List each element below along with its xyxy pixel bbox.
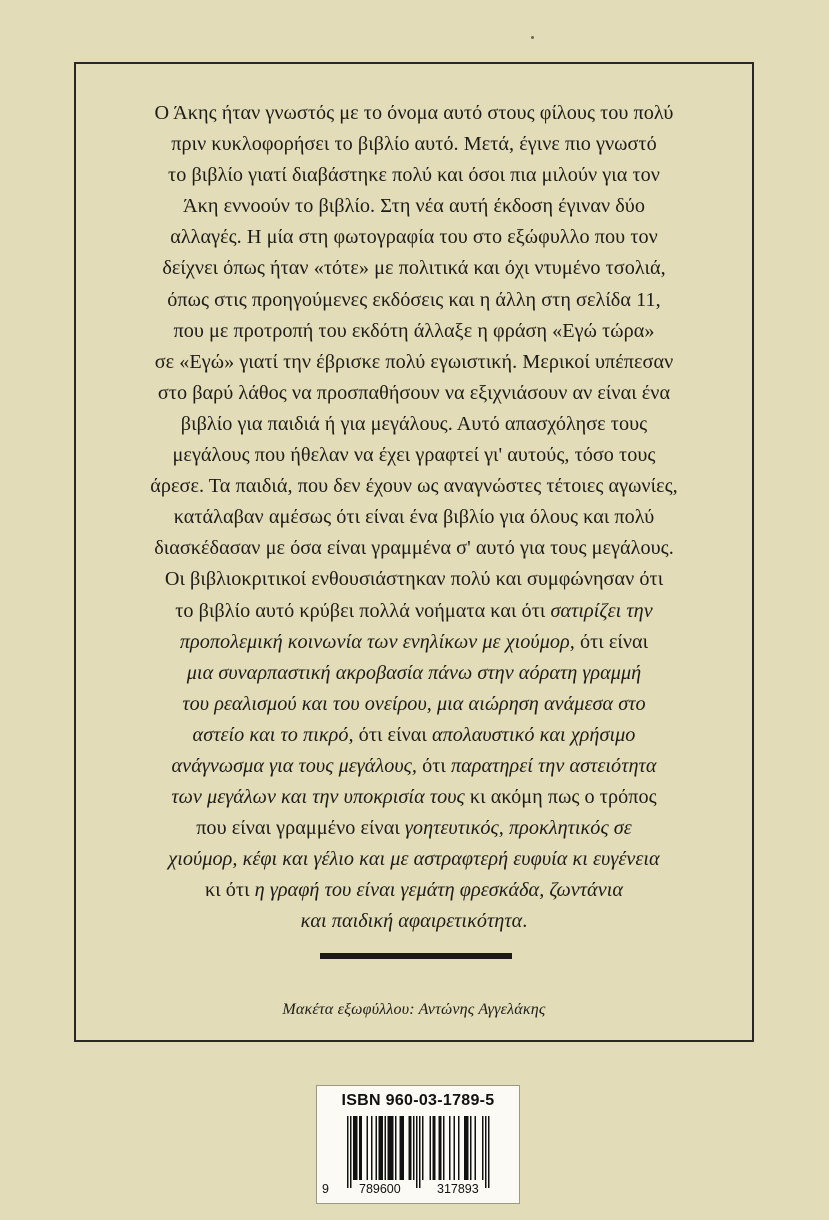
blurb-phrase: το βιβλίο γιατί διαβάστηκε πολύ και όσοι πια μιλούν για τον — [168, 164, 660, 187]
blurb-phrase: διασκέδασαν με όσα είναι γραμμένα σ' αυτό για τους μεγάλους. — [154, 537, 674, 560]
barcode-bar — [485, 1116, 487, 1188]
blurb-line — [76, 316, 752, 347]
barcode-bar — [380, 1116, 382, 1180]
barcode-digit-lead: 9 — [322, 1182, 329, 1196]
blurb-line — [76, 129, 752, 160]
barcode-bar — [353, 1116, 355, 1180]
barcode-bar — [413, 1116, 415, 1180]
blurb-italic-phrase: η γραφή του είναι γεμάτη φρεσκάδα, ζωντάνια — [254, 879, 624, 902]
blurb-phrase: αλλαγές. Η μία στη φωτογραφία του στο εξώφυλλο που τον — [170, 226, 658, 249]
barcode-bar — [440, 1116, 442, 1180]
blurb-line — [76, 378, 752, 409]
barcode-bar — [466, 1116, 468, 1180]
barcode-bar — [439, 1116, 441, 1180]
barcode-bar — [382, 1116, 384, 1180]
blurb-phrase: κι ακόμη πως ο τρόπος — [464, 786, 657, 809]
blurb-line — [76, 564, 752, 595]
barcode-bar — [385, 1116, 387, 1180]
barcode-bar — [361, 1116, 363, 1180]
barcode-label — [316, 1085, 520, 1204]
blurb-line — [76, 222, 752, 253]
blurb-line — [76, 502, 752, 533]
blurb-italic-phrase: προπολεμική κοινωνία των ενηλίκων με χιούμορ, — [179, 630, 575, 653]
blurb-phrase: Ο Άκης ήταν γνωστός με το όνομα αυτό στους φίλους του πολύ — [154, 102, 674, 124]
blurb-line — [76, 471, 752, 502]
blurb-italic-phrase: των μεγάλων και την υποκρισία τους — [171, 786, 465, 809]
barcode-bar — [391, 1116, 393, 1180]
blurb-italic-phrase: σατιρίζει την — [550, 599, 653, 622]
speck — [531, 36, 534, 39]
blurb-line — [76, 627, 752, 658]
blurb-line — [76, 689, 752, 720]
blurb-italic-phrase: του ρεαλισμού και του ονείρου, μια αιώρηση ανάμεσα στο — [182, 692, 646, 715]
barcode-bar — [392, 1116, 394, 1180]
blurb-phrase: άρεσε. Τα παιδιά, που δεν έχουν ως αναγνώστες τέτοιες αγωνίες, — [150, 475, 678, 498]
blurb-phrase: που είναι γραμμένο είναι — [196, 817, 405, 840]
barcode-bar — [379, 1116, 381, 1180]
barcode-bar — [410, 1116, 412, 1180]
blurb-phrase: . — [522, 910, 528, 933]
barcode-digit-group-right: 317893 — [437, 1182, 479, 1196]
blurb-phrase: στο βαρύ λάθος να προσπαθήσουν να εξιχνιάσουν αν είναι ένα — [157, 381, 671, 404]
blurb-phrase: κατάλαβαν αμέσως ότι είναι ένα βιβλίο για όλους και πολύ — [173, 506, 655, 529]
barcode-bar — [367, 1116, 369, 1180]
blurb-phrase: Οι βιβλιοκριτικοί ενθουσιάστηκαν πολύ και συμφώνησαν ότι — [164, 568, 664, 591]
blurb-italic-phrase: χιούμορ, κέφι και γέλιο και με αστραφτερή ευφυία κι ευγένεια — [168, 848, 660, 871]
blurb-line — [76, 813, 752, 844]
barcode-bar — [419, 1116, 421, 1188]
barcode-bar — [433, 1116, 435, 1180]
blurb-line — [76, 98, 752, 129]
barcode-bar — [409, 1116, 411, 1180]
barcode-bar — [454, 1116, 456, 1180]
blurb-phrase: βιβλίο για παιδιά ή για μεγάλους. Αυτό απασχόλησε τους — [180, 412, 648, 435]
barcode-bar — [449, 1116, 451, 1180]
barcode-bar — [470, 1116, 472, 1180]
divider-rule — [320, 953, 512, 959]
blurb-phrase: σε «Εγώ» γιατί την έβρισκε πολύ εγωιστική. Μερικοί υπέπεσαν — [154, 350, 674, 373]
barcode-digit-group-left: 789600 — [359, 1182, 401, 1196]
barcode-bar — [443, 1116, 445, 1180]
barcode-bar — [416, 1116, 418, 1188]
barcode-bar — [430, 1116, 432, 1180]
barcode-bar — [458, 1116, 460, 1180]
blurb-text — [76, 98, 752, 938]
blurb-line — [76, 409, 752, 440]
barcode-bar — [376, 1116, 378, 1180]
barcode-bar — [389, 1116, 391, 1180]
barcode-bar — [356, 1116, 358, 1180]
barcode-bar — [434, 1116, 436, 1180]
blurb-line — [76, 285, 752, 316]
barcode-bar — [475, 1116, 477, 1180]
blurb-phrase: δείχνει όπως ήταν «τότε» με πολιτικά και όχι ντυμένο τσολιά, — [162, 257, 666, 280]
blurb-phrase: ότι είναι — [353, 723, 432, 746]
blurb-italic-phrase: ανάγνωσμα για τους μεγάλους, — [171, 754, 417, 777]
blurb-phrase: όπως στις προηγούμενες εκδόσεις και η άλλη στη σελίδα 11, — [167, 288, 661, 311]
isbn-number: ISBN 960-03-1789-5 — [341, 1092, 495, 1109]
blurb-line — [76, 906, 752, 937]
blurb-line — [76, 191, 752, 222]
blurb-phrase: πριν κυκλοφορήσει το βιβλίο αυτό. Μετά, έγινε πιο γνωστό — [171, 133, 657, 156]
barcode-bar — [400, 1116, 402, 1180]
blurb-line — [76, 720, 752, 751]
blurb-phrase: ότι είναι — [574, 630, 649, 653]
barcode-bar — [488, 1116, 490, 1188]
cover-frame — [74, 62, 754, 1042]
blurb-phrase: μεγάλους που ήθελαν να έχει γραφτεί γι' αυτούς, τόσο τους — [172, 444, 656, 467]
barcode-bar — [401, 1116, 403, 1180]
blurb-line — [76, 596, 752, 627]
blurb-italic-phrase: γοητευτικός, προκλητικός σε — [404, 817, 632, 840]
barcode-bar — [350, 1116, 352, 1188]
blurb-italic-phrase: μια συναρπαστική ακροβασία πάνω στην αόρατη γραμμή — [186, 661, 642, 684]
blurb-line — [76, 160, 752, 191]
blurb-italic-phrase: και παιδική αφαιρετικότητα — [300, 910, 523, 933]
barcode-bar — [422, 1116, 424, 1180]
blurb-phrase: που με προτροπή του εκδότη άλλαξε η φράση «Εγώ τώρα» — [173, 319, 655, 342]
barcode-bar — [395, 1116, 397, 1180]
blurb-line — [76, 533, 752, 564]
barcode-bar — [467, 1116, 469, 1180]
blurb-line — [76, 440, 752, 471]
barcode-bar — [482, 1116, 484, 1180]
blurb-line — [76, 658, 752, 689]
blurb-italic-phrase: αστείο και το πικρό, — [192, 723, 354, 746]
barcode-bar — [371, 1116, 373, 1180]
cover-design-credit: Μακέτα εξωφύλλου: Αντώνης Αγγελάκης — [282, 1001, 546, 1018]
blurb-line — [76, 253, 752, 284]
barcode-bar — [388, 1116, 390, 1180]
barcode-bar — [403, 1116, 405, 1180]
barcode-bar — [347, 1116, 349, 1188]
blurb-line — [76, 751, 752, 782]
barcode-bar — [359, 1116, 361, 1180]
blurb-line — [76, 347, 752, 378]
barcode-icon — [331, 1116, 507, 1188]
blurb-phrase: Άκη εννοούν το βιβλίο. Στη νέα αυτή έκδοση έγιναν δύο — [183, 195, 645, 218]
blurb-line — [76, 844, 752, 875]
blurb-phrase: το βιβλίο αυτό κρύβει πολλά νοήματα και ότι — [175, 599, 551, 622]
blurb-phrase: ότι — [417, 754, 451, 777]
blurb-line — [76, 782, 752, 813]
blurb-italic-phrase: παρατηρεί την αστειότητα — [450, 754, 657, 777]
blurb-italic-phrase: απολαυστικό και χρήσιμο — [431, 723, 636, 746]
barcode-bar — [355, 1116, 357, 1180]
blurb-line — [76, 875, 752, 906]
blurb-phrase: κι ότι — [204, 879, 255, 902]
barcode-bar — [464, 1116, 466, 1180]
barcode-digits — [317, 1182, 519, 1198]
